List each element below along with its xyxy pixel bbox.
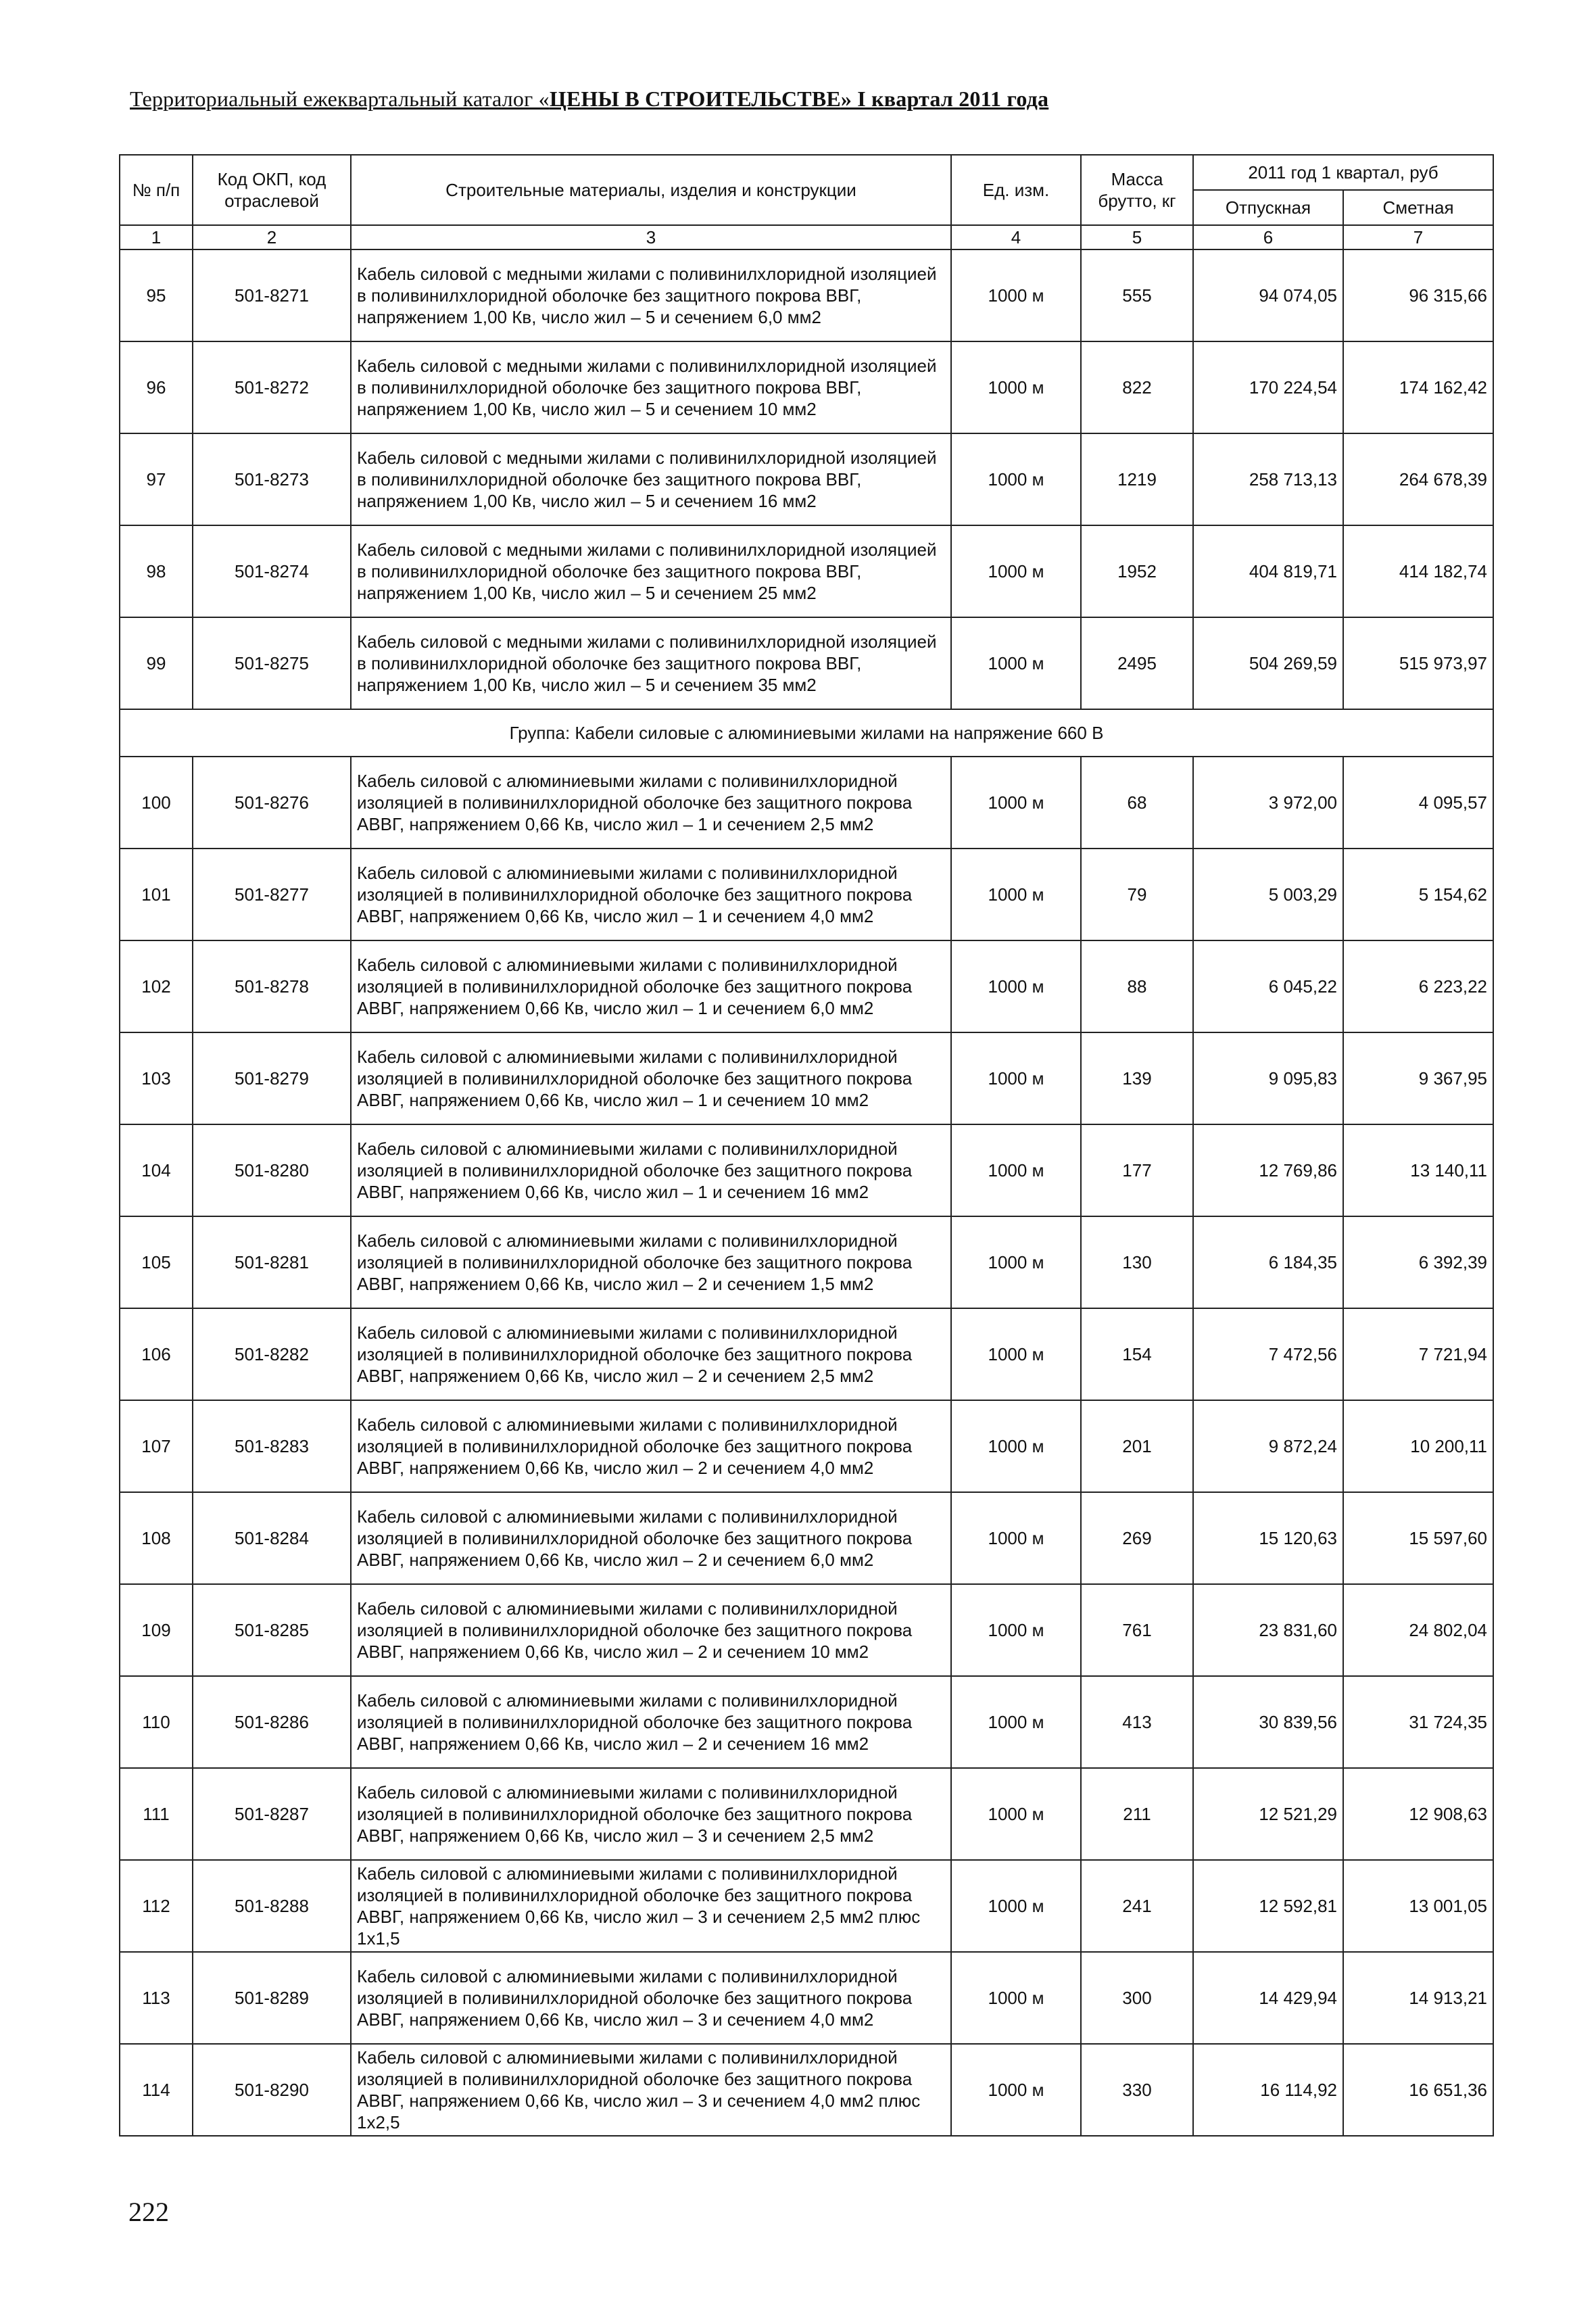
estimate-price: 96 315,66 (1343, 249, 1493, 341)
unit-of-measure: 1000 м (951, 1676, 1081, 1768)
estimate-price: 5 154,62 (1343, 849, 1493, 940)
rows-after-group (120, 757, 1493, 2136)
material-description: Кабель силовой с алюминиевыми жилами с поливинилхлоридной изоляцией в поливинилхлоридной оболочке без защитного покрова АВВГ, напряжением 0,66 Кв, число жил – 3 и сечением 4,0 мм2 плюс 1х2,5 (351, 2044, 951, 2136)
gross-mass: 130 (1081, 1216, 1193, 1308)
group-title: Группа: Кабели силовые с алюминиевыми жилами на напряжение 660 В (120, 709, 1493, 757)
header-mass: Масса брутто, кг (1081, 155, 1193, 225)
unit-of-measure: 1000 м (951, 1584, 1081, 1676)
material-description: Кабель силовой с медными жилами с поливинилхлоридной изоляцией в поливинилхлоридной оболочке без защитного покрова ВВГ, напряжением 1,00 Кв, число жил – 5 и сечением 16 мм2 (351, 433, 951, 525)
gross-mass: 822 (1081, 341, 1193, 433)
release-price: 12 592,81 (1193, 1860, 1343, 1952)
release-price: 15 120,63 (1193, 1492, 1343, 1584)
estimate-price: 515 973,97 (1343, 617, 1493, 709)
row-number: 104 (120, 1124, 193, 1216)
unit-of-measure: 1000 м (951, 1952, 1081, 2044)
rows-before-group (120, 249, 1493, 709)
header-name: Строительные материалы, изделия и конструкции (351, 155, 951, 225)
material-description: Кабель силовой с алюминиевыми жилами с поливинилхлоридной изоляцией в поливинилхлоридной оболочке без защитного покрова АВВГ, напряжением 0,66 Кв, число жил – 3 и сечением 2,5 мм2 (351, 1768, 951, 1860)
unit-of-measure: 1000 м (951, 2044, 1081, 2136)
table-row (120, 940, 1493, 1032)
okp-code: 501-8281 (193, 1216, 351, 1308)
material-description: Кабель силовой с медными жилами с поливинилхлоридной изоляцией в поливинилхлоридной оболочке без защитного покрова ВВГ, напряжением 1,00 Кв, число жил – 5 и сечением 6,0 мм2 (351, 249, 951, 341)
material-description: Кабель силовой с алюминиевыми жилами с поливинилхлоридной изоляцией в поливинилхлоридной оболочке без защитного покрова АВВГ, напряжением 0,66 Кв, число жил – 1 и сечением 10 мм2 (351, 1032, 951, 1124)
okp-code: 501-8282 (193, 1308, 351, 1400)
column-number: 6 (1193, 225, 1343, 249)
material-description: Кабель силовой с медными жилами с поливинилхлоридной изоляцией в поливинилхлоридной оболочке без защитного покрова ВВГ, напряжением 1,00 Кв, число жил – 5 и сечением 25 мм2 (351, 525, 951, 617)
release-price: 7 472,56 (1193, 1308, 1343, 1400)
header-estimate: Сметная (1343, 190, 1493, 225)
release-price: 258 713,13 (1193, 433, 1343, 525)
table-row (120, 1952, 1493, 2044)
table-row (120, 757, 1493, 849)
material-description: Кабель силовой с алюминиевыми жилами с поливинилхлоридной изоляцией в поливинилхлоридной оболочке без защитного покрова АВВГ, напряжением 0,66 Кв, число жил – 1 и сечением 6,0 мм2 (351, 940, 951, 1032)
gross-mass: 88 (1081, 940, 1193, 1032)
header-suffix: » I квартал 2011 года (840, 87, 1049, 111)
gross-mass: 1952 (1081, 525, 1193, 617)
column-number: 1 (120, 225, 193, 249)
row-number: 100 (120, 757, 193, 849)
header-num: № п/п (120, 155, 193, 225)
gross-mass: 241 (1081, 1860, 1193, 1952)
material-description: Кабель силовой с алюминиевыми жилами с поливинилхлоридной изоляцией в поливинилхлоридной оболочке без защитного покрова АВВГ, напряжением 0,66 Кв, число жил – 1 и сечением 16 мм2 (351, 1124, 951, 1216)
release-price: 12 521,29 (1193, 1768, 1343, 1860)
okp-code: 501-8287 (193, 1768, 351, 1860)
okp-code: 501-8280 (193, 1124, 351, 1216)
header-period: 2011 год 1 квартал, руб (1193, 155, 1493, 190)
header-unit: Ед. изм. (951, 155, 1081, 225)
row-number: 108 (120, 1492, 193, 1584)
okp-code: 501-8285 (193, 1584, 351, 1676)
table-row (120, 525, 1493, 617)
estimate-price: 6 392,39 (1343, 1216, 1493, 1308)
gross-mass: 413 (1081, 1676, 1193, 1768)
gross-mass: 555 (1081, 249, 1193, 341)
row-number: 112 (120, 1860, 193, 1952)
group-row (120, 709, 1493, 757)
release-price: 94 074,05 (1193, 249, 1343, 341)
row-number: 99 (120, 617, 193, 709)
release-price: 504 269,59 (1193, 617, 1343, 709)
okp-code: 501-8278 (193, 940, 351, 1032)
gross-mass: 154 (1081, 1308, 1193, 1400)
material-description: Кабель силовой с алюминиевыми жилами с поливинилхлоридной изоляцией в поливинилхлоридной оболочке без защитного покрова АВВГ, напряжением 0,66 Кв, число жил – 2 и сечением 16 мм2 (351, 1676, 951, 1768)
release-price: 30 839,56 (1193, 1676, 1343, 1768)
row-number: 105 (120, 1216, 193, 1308)
unit-of-measure: 1000 м (951, 341, 1081, 433)
unit-of-measure: 1000 м (951, 1124, 1081, 1216)
okp-code: 501-8275 (193, 617, 351, 709)
gross-mass: 1219 (1081, 433, 1193, 525)
row-number: 96 (120, 341, 193, 433)
row-number: 106 (120, 1308, 193, 1400)
release-price: 9 095,83 (1193, 1032, 1343, 1124)
table-row (120, 1492, 1493, 1584)
unit-of-measure: 1000 м (951, 849, 1081, 940)
column-number: 7 (1343, 225, 1493, 249)
gross-mass: 177 (1081, 1124, 1193, 1216)
unit-of-measure: 1000 м (951, 1768, 1081, 1860)
row-number: 114 (120, 2044, 193, 2136)
material-description: Кабель силовой с алюминиевыми жилами с поливинилхлоридной изоляцией в поливинилхлоридной оболочке без защитного покрова АВВГ, напряжением 0,66 Кв, число жил – 1 и сечением 2,5 мм2 (351, 757, 951, 849)
header-brand: ЦЕНЫ В СТРОИТЕЛЬСТВЕ (549, 87, 841, 111)
table-row (120, 1768, 1493, 1860)
okp-code: 501-8286 (193, 1676, 351, 1768)
table-row (120, 617, 1493, 709)
row-number: 111 (120, 1768, 193, 1860)
estimate-price: 15 597,60 (1343, 1492, 1493, 1584)
gross-mass: 300 (1081, 1952, 1193, 2044)
unit-of-measure: 1000 м (951, 1860, 1081, 1952)
estimate-price: 10 200,11 (1343, 1400, 1493, 1492)
row-number: 110 (120, 1676, 193, 1768)
estimate-price: 31 724,35 (1343, 1676, 1493, 1768)
release-price: 9 872,24 (1193, 1400, 1343, 1492)
material-description: Кабель силовой с медными жилами с поливинилхлоридной изоляцией в поливинилхлоридной оболочке без защитного покрова ВВГ, напряжением 1,00 Кв, число жил – 5 и сечением 10 мм2 (351, 341, 951, 433)
table-row (120, 433, 1493, 525)
table-row (120, 341, 1493, 433)
okp-code: 501-8279 (193, 1032, 351, 1124)
release-price: 404 819,71 (1193, 525, 1343, 617)
material-description: Кабель силовой с алюминиевыми жилами с поливинилхлоридной изоляцией в поливинилхлоридной оболочке без защитного покрова АВВГ, напряжением 0,66 Кв, число жил – 2 и сечением 10 мм2 (351, 1584, 951, 1676)
row-number: 113 (120, 1952, 193, 2044)
gross-mass: 211 (1081, 1768, 1193, 1860)
material-description: Кабель силовой с алюминиевыми жилами с поливинилхлоридной изоляцией в поливинилхлоридной оболочке без защитного покрова АВВГ, напряжением 0,66 Кв, число жил – 3 и сечением 4,0 мм2 (351, 1952, 951, 2044)
material-description: Кабель силовой с алюминиевыми жилами с поливинилхлоридной изоляцией в поливинилхлоридной оболочке без защитного покрова АВВГ, напряжением 0,66 Кв, число жил – 2 и сечением 2,5 мм2 (351, 1308, 951, 1400)
header-release: Отпускная (1193, 190, 1343, 225)
unit-of-measure: 1000 м (951, 617, 1081, 709)
unit-of-measure: 1000 м (951, 433, 1081, 525)
estimate-price: 14 913,21 (1343, 1952, 1493, 2044)
release-price: 6 045,22 (1193, 940, 1343, 1032)
row-number: 98 (120, 525, 193, 617)
estimate-price: 7 721,94 (1343, 1308, 1493, 1400)
unit-of-measure: 1000 м (951, 1400, 1081, 1492)
release-price: 23 831,60 (1193, 1584, 1343, 1676)
material-description: Кабель силовой с алюминиевыми жилами с поливинилхлоридной изоляцией в поливинилхлоридной оболочке без защитного покрова АВВГ, напряжением 0,66 Кв, число жил – 2 и сечением 6,0 мм2 (351, 1492, 951, 1584)
release-price: 170 224,54 (1193, 341, 1343, 433)
column-number: 3 (351, 225, 951, 249)
row-number: 101 (120, 849, 193, 940)
estimate-price: 414 182,74 (1343, 525, 1493, 617)
unit-of-measure: 1000 м (951, 1308, 1081, 1400)
gross-mass: 761 (1081, 1584, 1193, 1676)
release-price: 12 769,86 (1193, 1124, 1343, 1216)
table-row (120, 1216, 1493, 1308)
column-number: 5 (1081, 225, 1193, 249)
release-price: 5 003,29 (1193, 849, 1343, 940)
okp-code: 501-8273 (193, 433, 351, 525)
row-number: 97 (120, 433, 193, 525)
gross-mass: 139 (1081, 1032, 1193, 1124)
okp-code: 501-8274 (193, 525, 351, 617)
gross-mass: 2495 (1081, 617, 1193, 709)
estimate-price: 16 651,36 (1343, 2044, 1493, 2136)
gross-mass: 79 (1081, 849, 1193, 940)
release-price: 16 114,92 (1193, 2044, 1343, 2136)
table-row (120, 849, 1493, 940)
table-row (120, 1584, 1493, 1676)
table-row (120, 1032, 1493, 1124)
release-price: 14 429,94 (1193, 1952, 1343, 2044)
gross-mass: 269 (1081, 1492, 1193, 1584)
unit-of-measure: 1000 м (951, 1216, 1081, 1308)
table-row (120, 1124, 1493, 1216)
material-description: Кабель силовой с алюминиевыми жилами с поливинилхлоридной изоляцией в поливинилхлоридной оболочке без защитного покрова АВВГ, напряжением 0,66 Кв, число жил – 2 и сечением 1,5 мм2 (351, 1216, 951, 1308)
unit-of-measure: 1000 м (951, 1032, 1081, 1124)
unit-of-measure: 1000 м (951, 1492, 1081, 1584)
price-table (119, 154, 1494, 2137)
estimate-price: 264 678,39 (1343, 433, 1493, 525)
page-number: 222 (128, 2197, 169, 2227)
okp-code: 501-8289 (193, 1952, 351, 2044)
gross-mass: 68 (1081, 757, 1193, 849)
material-description: Кабель силовой с алюминиевыми жилами с поливинилхлоридной изоляцией в поливинилхлоридной оболочке без защитного покрова АВВГ, напряжением 0,66 Кв, число жил – 1 и сечением 4,0 мм2 (351, 849, 951, 940)
column-number-row (120, 225, 1493, 249)
table-row (120, 1676, 1493, 1768)
page-header (130, 87, 1048, 112)
header-prefix: Территориальный ежеквартальный каталог « (130, 87, 550, 111)
header-code: Код ОКП, код отраслевой (193, 155, 351, 225)
estimate-price: 13 001,05 (1343, 1860, 1493, 1952)
okp-code: 501-8283 (193, 1400, 351, 1492)
table-row (120, 1400, 1493, 1492)
material-description: Кабель силовой с алюминиевыми жилами с поливинилхлоридной изоляцией в поливинилхлоридной оболочке без защитного покрова АВВГ, напряжением 0,66 Кв, число жил – 2 и сечением 4,0 мм2 (351, 1400, 951, 1492)
material-description: Кабель силовой с медными жилами с поливинилхлоридной изоляцией в поливинилхлоридной оболочке без защитного покрова ВВГ, напряжением 1,00 Кв, число жил – 5 и сечением 35 мм2 (351, 617, 951, 709)
table-row (120, 249, 1493, 341)
unit-of-measure: 1000 м (951, 525, 1081, 617)
row-number: 103 (120, 1032, 193, 1124)
estimate-price: 4 095,57 (1343, 757, 1493, 849)
unit-of-measure: 1000 м (951, 757, 1081, 849)
estimate-price: 24 802,04 (1343, 1584, 1493, 1676)
release-price: 3 972,00 (1193, 757, 1343, 849)
table-row (120, 1308, 1493, 1400)
unit-of-measure: 1000 м (951, 940, 1081, 1032)
material-description: Кабель силовой с алюминиевыми жилами с поливинилхлоридной изоляцией в поливинилхлоридной оболочке без защитного покрова АВВГ, напряжением 0,66 Кв, число жил – 3 и сечением 2,5 мм2 плюс 1х1,5 (351, 1860, 951, 1952)
column-number: 4 (951, 225, 1081, 249)
estimate-price: 13 140,11 (1343, 1124, 1493, 1216)
okp-code: 501-8271 (193, 249, 351, 341)
okp-code: 501-8290 (193, 2044, 351, 2136)
unit-of-measure: 1000 м (951, 249, 1081, 341)
row-number: 95 (120, 249, 193, 341)
okp-code: 501-8272 (193, 341, 351, 433)
estimate-price: 12 908,63 (1343, 1768, 1493, 1860)
row-number: 109 (120, 1584, 193, 1676)
gross-mass: 330 (1081, 2044, 1193, 2136)
okp-code: 501-8277 (193, 849, 351, 940)
okp-code: 501-8284 (193, 1492, 351, 1584)
estimate-price: 9 367,95 (1343, 1032, 1493, 1124)
table-row (120, 2044, 1493, 2136)
estimate-price: 174 162,42 (1343, 341, 1493, 433)
gross-mass: 201 (1081, 1400, 1193, 1492)
okp-code: 501-8288 (193, 1860, 351, 1952)
release-price: 6 184,35 (1193, 1216, 1343, 1308)
row-number: 107 (120, 1400, 193, 1492)
table-row (120, 1860, 1493, 1952)
row-number: 102 (120, 940, 193, 1032)
column-number: 2 (193, 225, 351, 249)
estimate-price: 6 223,22 (1343, 940, 1493, 1032)
okp-code: 501-8276 (193, 757, 351, 849)
